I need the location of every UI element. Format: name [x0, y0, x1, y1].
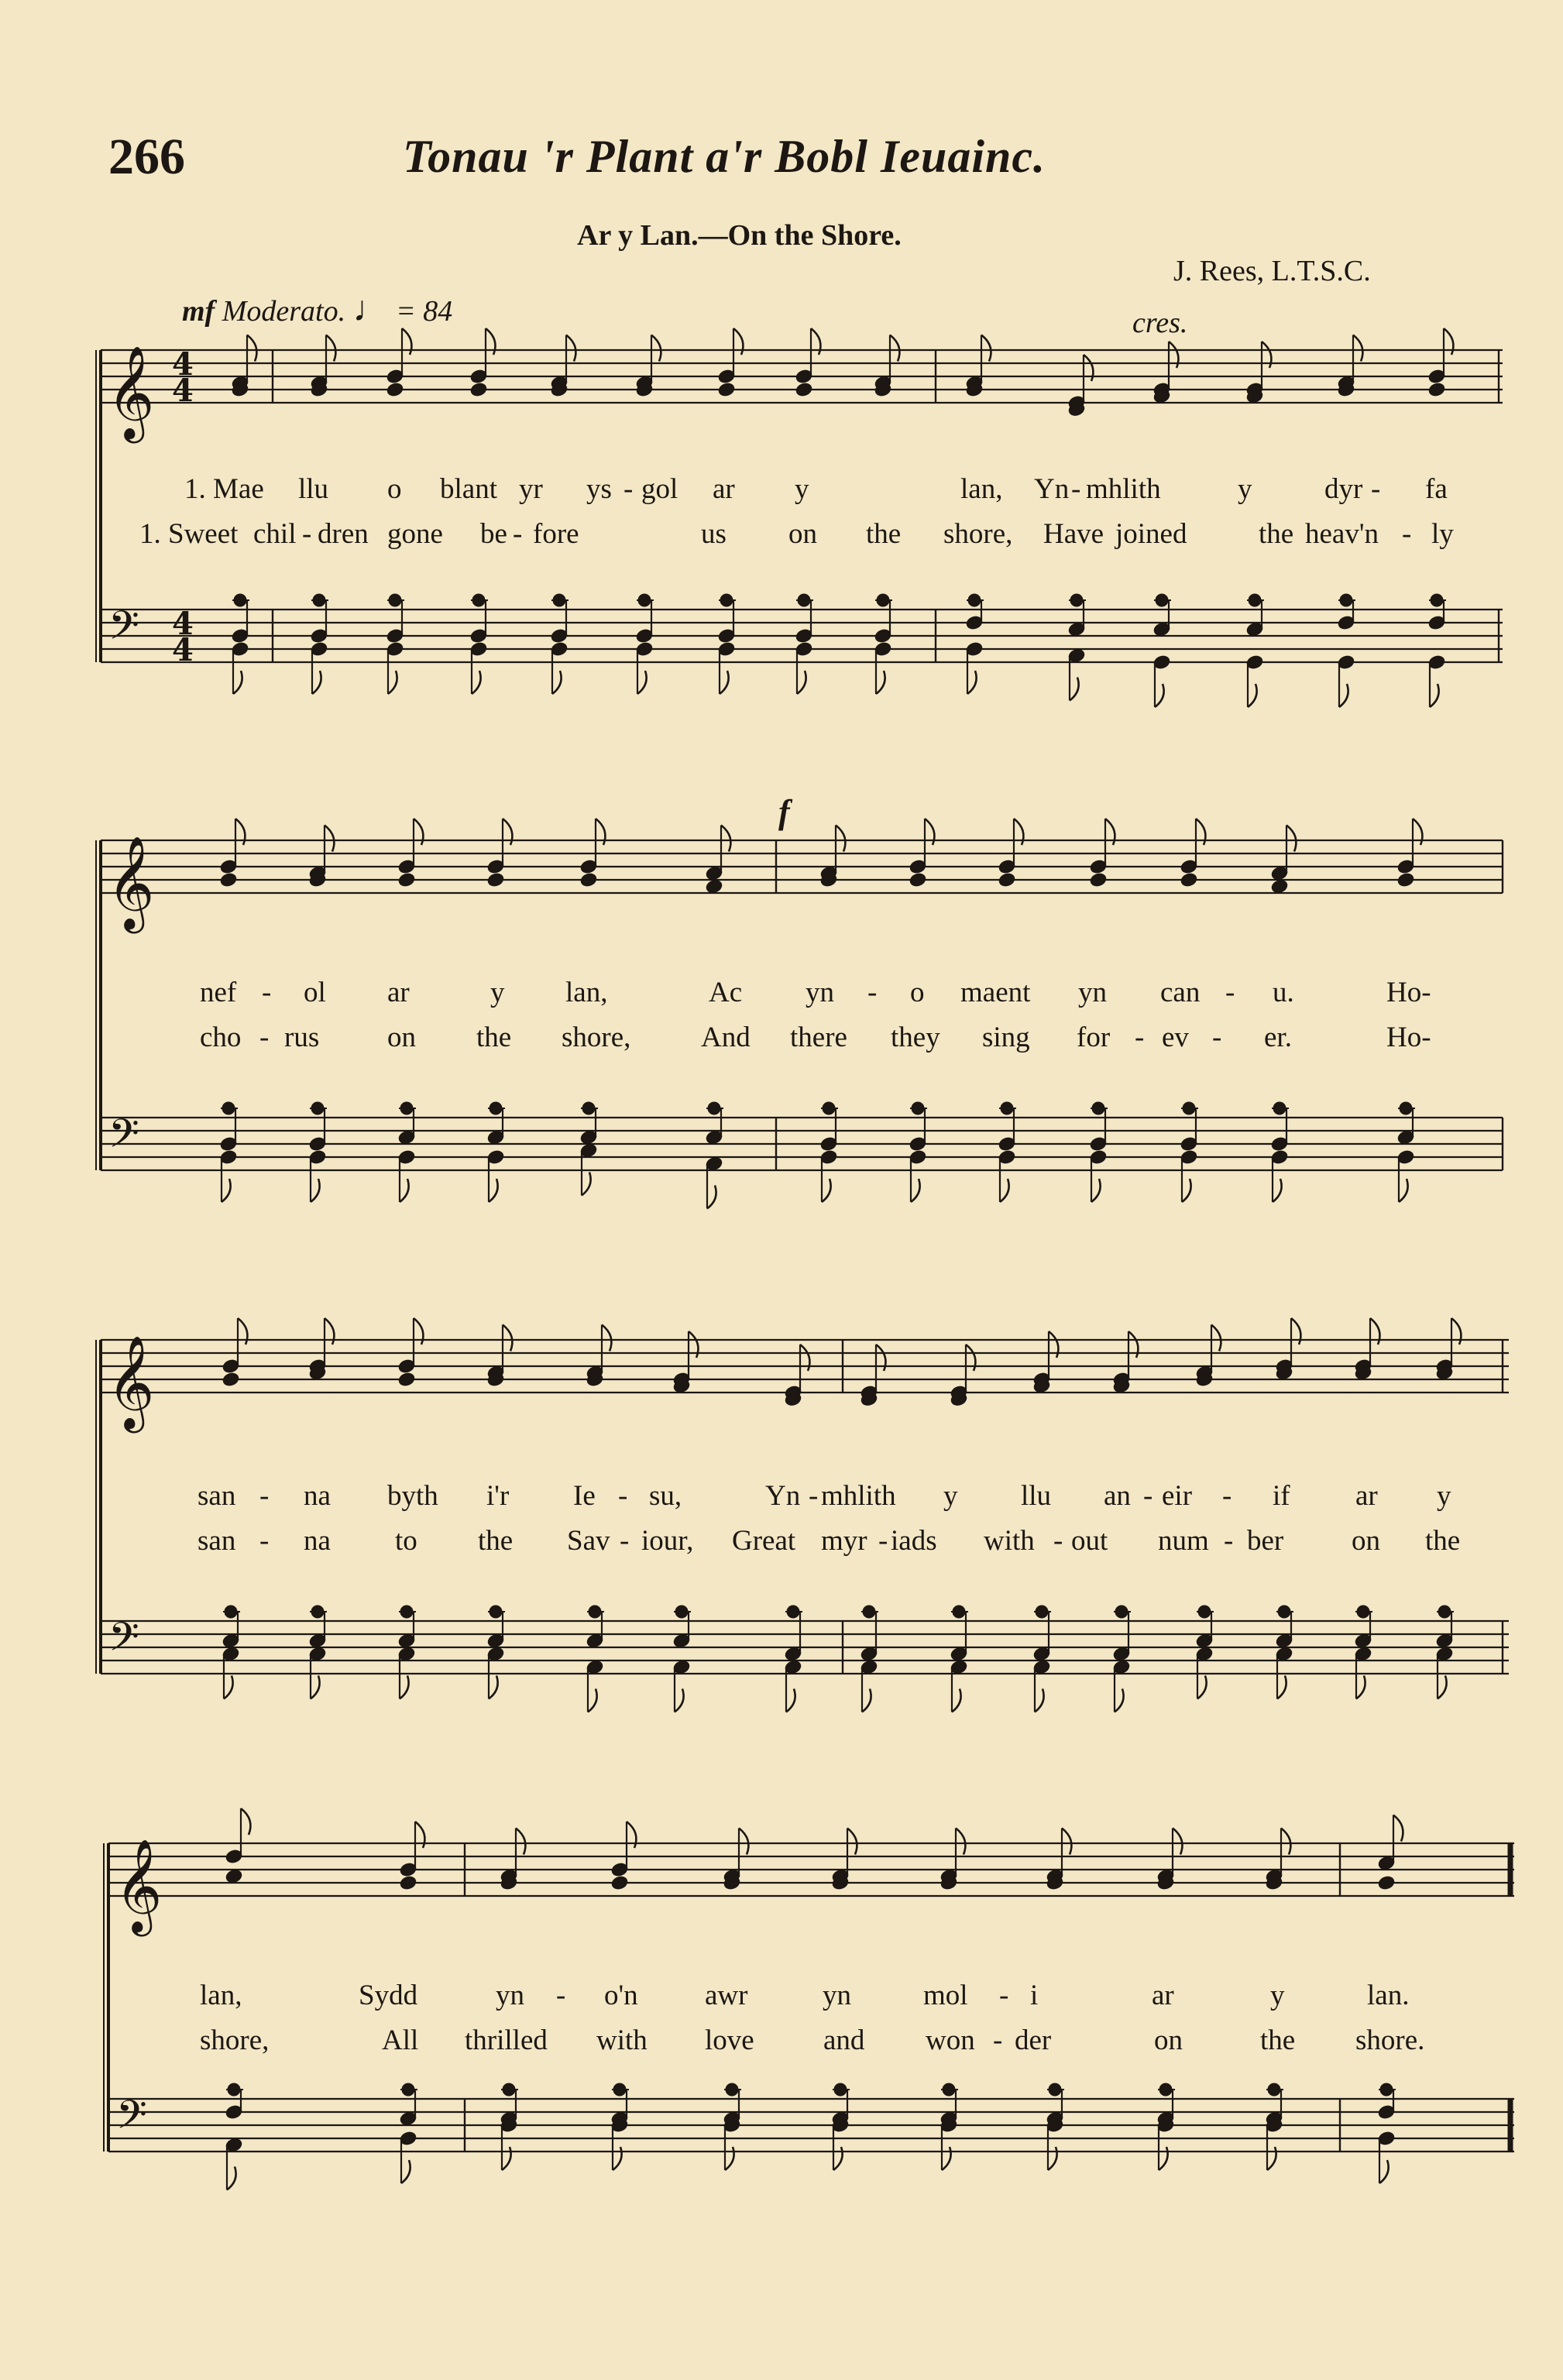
lyric-syllable: - [1053, 1525, 1063, 1557]
lyric-syllable: the [476, 1022, 512, 1053]
lyric-syllable: Sydd [359, 1980, 418, 2011]
bass-flag [1267, 2147, 1276, 2170]
lyric-syllable: ber [1247, 1525, 1284, 1557]
lyric-syllable: su, [649, 1480, 682, 1512]
lyric-syllable: - [259, 1525, 270, 1557]
lyric-syllable: maent [960, 977, 1031, 1008]
bass-flag [1399, 1179, 1408, 1202]
lyric-syllable: y [943, 1480, 958, 1512]
system-2-treble-clef: 𝄞 [107, 835, 155, 929]
lyric-syllable: Ie [573, 1480, 596, 1512]
lyric-syllable: shore, [943, 518, 1013, 550]
system-1-bass-clef: 𝄢 [108, 602, 139, 658]
treble-flag [981, 335, 991, 362]
treble-notehead [1180, 872, 1198, 888]
lyric-syllable: yn [806, 977, 834, 1008]
system-4-treble-clef: 𝄞 [115, 1838, 163, 1932]
lyric-syllable: - [1225, 977, 1235, 1008]
bass-flag [1070, 678, 1079, 701]
bass-flag [400, 1179, 409, 1202]
system-3-welsh-lyrics [0, 1479, 1563, 1518]
bass-flag [582, 1173, 591, 1196]
system-1-english-lyrics [0, 517, 1563, 556]
lyric-syllable: er. [1264, 1022, 1292, 1053]
lyric-syllable: lan, [565, 977, 608, 1008]
treble-notehead [486, 872, 505, 888]
bass-flag [942, 2147, 951, 2170]
lyric-syllable: for [1077, 1022, 1111, 1053]
lyric-syllable: san [198, 1525, 236, 1557]
bass-flag [312, 671, 321, 694]
bass-flag [401, 2160, 411, 2183]
lyric-syllable: with [984, 1525, 1035, 1557]
bass-flag [1048, 2147, 1057, 2170]
treble-notehead [705, 878, 723, 895]
lyric-syllable: - [620, 1525, 630, 1557]
lyric-syllable: out [1071, 1525, 1108, 1557]
bass-flag [797, 671, 806, 694]
lyric-syllable: ly [1431, 518, 1454, 550]
lyric-syllable: na [304, 1525, 331, 1557]
system-4-welsh-lyrics [0, 1979, 1563, 2018]
cres-marking: cres. [1132, 307, 1188, 339]
lyric-syllable: can [1160, 977, 1201, 1008]
lyric-syllable: yn [1078, 977, 1107, 1008]
lyric-syllable: the [1260, 2025, 1296, 2056]
lyric-syllable: y [1437, 1480, 1451, 1512]
lyric-syllable: y [1270, 1980, 1285, 2011]
lyric-syllable: na [304, 1480, 331, 1512]
tempo-dynamic: mf [182, 295, 215, 328]
lyric-syllable: eir [1162, 1480, 1193, 1512]
bass-flag [227, 2167, 236, 2190]
treble-notehead [225, 1868, 243, 1884]
lyric-syllable: shore, [200, 2025, 270, 2056]
system-4-english-lyrics [0, 2024, 1563, 2062]
lyric-syllable: Ac [709, 977, 743, 1008]
lyric-syllable: the [1425, 1525, 1461, 1557]
lyric-syllable: shore. [1355, 2025, 1425, 2056]
lyric-syllable: the [478, 1525, 514, 1557]
treble-notehead [909, 872, 927, 888]
lyric-syllable: iour, [641, 1525, 694, 1557]
lyric-syllable: joined [1115, 518, 1187, 550]
hymn-title: Ar y Lan.—On the Shore. [577, 219, 902, 252]
bass-flag [1197, 1676, 1207, 1699]
treble-flag [325, 826, 334, 852]
lyric-syllable: yr [519, 473, 543, 505]
lyric-syllable: lan, [200, 1980, 242, 2011]
bass-flag [1339, 684, 1348, 707]
lyric-syllable: iads [891, 1525, 937, 1557]
treble-notehead [1089, 872, 1108, 888]
lyric-syllable: byth [387, 1480, 438, 1512]
lyric-syllable: All [382, 2025, 419, 2056]
lyric-syllable: rus [284, 1022, 320, 1053]
lyric-syllable: - [1212, 1022, 1222, 1053]
tempo-text: Moderato. [222, 295, 346, 328]
lyric-syllable: on [1154, 2025, 1183, 2056]
lyric-syllable: thrilled [465, 2025, 548, 2056]
lyric-syllable: on [1352, 1525, 1380, 1557]
bass-flag [833, 2147, 843, 2170]
lyric-syllable: fa [1425, 473, 1448, 505]
bass-flag [472, 671, 481, 694]
lyric-syllable: ys [586, 473, 612, 505]
lyric-syllable: - [259, 1480, 270, 1512]
lyric-syllable: nef [200, 977, 237, 1008]
system-4-bass-clef: 𝄢 [116, 2091, 147, 2148]
lyric-syllable: the [866, 518, 902, 550]
bass-flag [1356, 1676, 1365, 1699]
treble-flag [1173, 1829, 1182, 1855]
lyric-syllable: Have [1043, 518, 1104, 550]
treble-flag [566, 335, 575, 362]
lyric-syllable: on [788, 518, 817, 550]
bass-flag [707, 1186, 716, 1209]
lyric-syllable: Yn [1034, 473, 1070, 505]
treble-flag [602, 1325, 611, 1351]
treble-notehead [469, 382, 488, 398]
bass-flag [489, 1676, 498, 1699]
bass-flag [311, 1179, 320, 1202]
lyric-syllable: mhlith [1086, 473, 1161, 505]
lyric-syllable: dren [318, 518, 369, 550]
treble-flag [503, 1325, 512, 1351]
system-3-english-lyrics [0, 1524, 1563, 1563]
lyric-syllable: Great [732, 1525, 796, 1557]
bass-flag [388, 671, 397, 694]
treble-flag [847, 1829, 857, 1855]
forte-marking: f [778, 793, 790, 831]
time-signature-numerator: 4 [172, 346, 194, 383]
treble-flag [890, 335, 899, 362]
bass-flag [222, 1179, 231, 1202]
bass-flag [786, 1689, 795, 1712]
lyric-syllable: lan, [960, 473, 1003, 505]
lyric-syllable: they [891, 1022, 940, 1053]
lyric-syllable: - [259, 1022, 270, 1053]
lyric-syllable: dyr [1324, 473, 1363, 505]
lyric-syllable: - [999, 1980, 1009, 2011]
lyric-syllable: - [867, 977, 878, 1008]
lyric-syllable: fore [533, 518, 579, 550]
lyric-syllable: heav'n [1305, 518, 1379, 550]
lyric-syllable: sing [982, 1022, 1030, 1053]
lyric-syllable: - [1402, 518, 1412, 550]
system-2-bass-clef: 𝄢 [108, 1110, 139, 1166]
lyric-syllable: if [1273, 1480, 1290, 1512]
lyric-syllable: o [387, 473, 402, 505]
treble-notehead [219, 872, 238, 888]
system-2-welsh-lyrics [0, 976, 1563, 1015]
bass-flag [1000, 1179, 1009, 1202]
lyric-syllable: ar [713, 473, 735, 505]
lyric-syllable: shore, [562, 1022, 631, 1053]
treble-notehead [1377, 1875, 1396, 1891]
bass-flag [1438, 1676, 1447, 1699]
lyric-syllable: llu [298, 473, 329, 505]
lyric-syllable: yn [496, 1980, 524, 2011]
bass-flag [224, 1676, 233, 1699]
lyric-syllable: y [795, 473, 809, 505]
lyric-syllable: And [701, 1022, 751, 1053]
lyric-syllable: Sav [567, 1525, 610, 1557]
lyric-syllable: chil [253, 518, 297, 550]
lyric-syllable: o [910, 977, 925, 1008]
lyric-syllable: - [618, 1480, 628, 1512]
lyric-syllable: ev [1162, 1022, 1189, 1053]
lyric-syllable: gol [641, 473, 678, 505]
treble-notehead [1396, 872, 1415, 888]
bass-flag [400, 1676, 409, 1699]
lyric-syllable: Ho- [1386, 1022, 1431, 1053]
lyric-syllable: - [1222, 1480, 1232, 1512]
lyric-syllable: ol [304, 977, 326, 1008]
treble-flag [739, 1829, 748, 1855]
lyric-syllable: the [1259, 518, 1294, 550]
lyric-syllable: with [596, 2025, 648, 2056]
bass-flag [1430, 684, 1439, 707]
treble-flag [956, 1829, 965, 1855]
treble-flag [836, 826, 845, 852]
bass-flag [967, 671, 977, 694]
treble-notehead [222, 1372, 240, 1388]
lyric-syllable: - [1135, 1022, 1145, 1053]
bass-flag [1273, 1179, 1282, 1202]
treble-flag [241, 1808, 250, 1835]
lyric-syllable: i [1030, 1980, 1039, 2011]
lyric-syllable: y [1238, 473, 1252, 505]
treble-notehead [998, 872, 1016, 888]
lyric-syllable: to [395, 1525, 417, 1557]
lyric-syllable: - [513, 518, 523, 550]
bass-flag [1248, 684, 1257, 707]
bass-flag [233, 671, 242, 694]
treble-flag [1211, 1325, 1221, 1351]
lyric-syllable: num [1158, 1525, 1209, 1557]
lyric-syllable: 1. Sweet [139, 518, 239, 550]
lyric-syllable: ar [387, 977, 410, 1008]
treble-flag [1062, 1829, 1071, 1855]
treble-flag [516, 1829, 525, 1855]
bass-flag [822, 1179, 831, 1202]
system-1-treble-clef: 𝄞 [107, 345, 155, 439]
bass-flag [1277, 1676, 1286, 1699]
bass-flag [311, 1676, 320, 1699]
lyric-syllable: - [1371, 473, 1381, 505]
lyric-syllable: and [823, 2025, 865, 2056]
page-number: 266 [108, 129, 185, 185]
lyric-syllable: won [926, 2025, 975, 2056]
bass-flag [876, 671, 885, 694]
treble-flag [651, 335, 661, 362]
treble-flag [1281, 1829, 1290, 1855]
system-3-bass-clef: 𝄢 [108, 1613, 139, 1670]
tempo-value: = 84 [396, 295, 453, 328]
lyric-syllable: be [480, 518, 507, 550]
lyric-syllable: Yn [765, 1480, 801, 1512]
bass-flag [1379, 2160, 1389, 2183]
treble-flag [1353, 335, 1362, 362]
lyric-syllable: love [705, 2025, 754, 2056]
lyric-syllable: awr [705, 1980, 748, 2011]
treble-flag [247, 335, 256, 362]
bass-flag [952, 1689, 961, 1712]
bass-flag [552, 671, 562, 694]
bass-flag [1035, 1689, 1044, 1712]
treble-flag [1286, 826, 1296, 852]
bass-flag [911, 1179, 920, 1202]
quarter-note-icon: ♩ [352, 289, 389, 328]
treble-notehead [1427, 382, 1446, 398]
composer-credit: J. Rees, L.T.S.C. [1173, 255, 1371, 287]
lyric-syllable: - [623, 473, 634, 505]
lyric-syllable: - [1224, 1525, 1234, 1557]
lyric-syllable: blant [440, 473, 497, 505]
treble-flag [1393, 1815, 1403, 1842]
lyric-syllable: cho [200, 1022, 242, 1053]
bass-flag [720, 671, 729, 694]
lyric-syllable: 1. Mae [184, 473, 264, 505]
treble-flag [721, 826, 730, 852]
lyric-syllable: - [878, 1525, 888, 1557]
lyric-syllable: gone [387, 518, 443, 550]
lyric-syllable: mol [923, 1980, 968, 2011]
bass-flag [1115, 1689, 1124, 1712]
lyric-syllable: lan. [1367, 1980, 1410, 2011]
bass-flag [502, 2147, 511, 2170]
lyric-syllable: i'r [486, 1480, 510, 1512]
treble-notehead [610, 1875, 629, 1891]
book-title: Tonau 'r Plant a'r Bobl Ieuainc. [403, 131, 1046, 182]
bass-flag [1155, 684, 1164, 707]
lyric-syllable: - [1143, 1480, 1153, 1512]
lyric-syllable: o'n [604, 1980, 638, 2011]
lyric-syllable: ar [1355, 1480, 1378, 1512]
system-3-treble-clef: 𝄞 [107, 1334, 155, 1429]
lyric-syllable: yn [823, 1980, 851, 2011]
bass-flag [637, 671, 647, 694]
bass-flag [675, 1689, 684, 1712]
bass-flag [588, 1689, 597, 1712]
treble-notehead [579, 872, 598, 888]
time-signature-numerator: 4 [172, 606, 194, 642]
treble-notehead [397, 1372, 416, 1388]
lyric-syllable: - [1071, 473, 1081, 505]
lyric-syllable: mhlith [821, 1480, 896, 1512]
lyric-syllable: - [809, 1480, 819, 1512]
lyric-syllable: ar [1152, 1980, 1174, 2011]
time-signature-denominator: 4 [172, 373, 194, 409]
lyric-syllable: der [1015, 2025, 1052, 2056]
lyric-syllable: myr [821, 1525, 867, 1557]
bass-flag [862, 1689, 871, 1712]
bass-flag [1182, 1179, 1191, 1202]
bass-flag [725, 2147, 734, 2170]
bass-flag [489, 1179, 498, 1202]
treble-notehead [397, 872, 416, 888]
treble-notehead [1270, 878, 1289, 895]
lyric-syllable: llu [1021, 1480, 1052, 1512]
lyric-syllable: us [701, 518, 727, 550]
system-2-english-lyrics [0, 1021, 1563, 1059]
lyric-syllable: there [790, 1022, 847, 1053]
lyric-syllable: san [198, 1480, 236, 1512]
treble-flag [326, 335, 335, 362]
lyric-syllable: u. [1273, 977, 1294, 1008]
treble-notehead [386, 382, 404, 398]
treble-notehead [399, 1875, 417, 1891]
lyric-syllable: on [387, 1022, 416, 1053]
lyric-syllable: - [556, 1980, 566, 2011]
treble-notehead [717, 382, 736, 398]
lyric-syllable: - [302, 518, 312, 550]
lyric-syllable: Ho- [1386, 977, 1431, 1008]
system-1-welsh-lyrics [0, 472, 1563, 511]
bass-flag [613, 2147, 622, 2170]
bass-flag [1091, 1179, 1101, 1202]
treble-notehead [795, 382, 813, 398]
bass-flag [1159, 2147, 1168, 2170]
lyric-syllable: - [993, 2025, 1003, 2056]
lyric-syllable: an [1104, 1480, 1131, 1512]
lyric-syllable: y [490, 977, 505, 1008]
lyric-syllable: - [262, 977, 272, 1008]
time-signature-denominator: 4 [172, 632, 194, 668]
